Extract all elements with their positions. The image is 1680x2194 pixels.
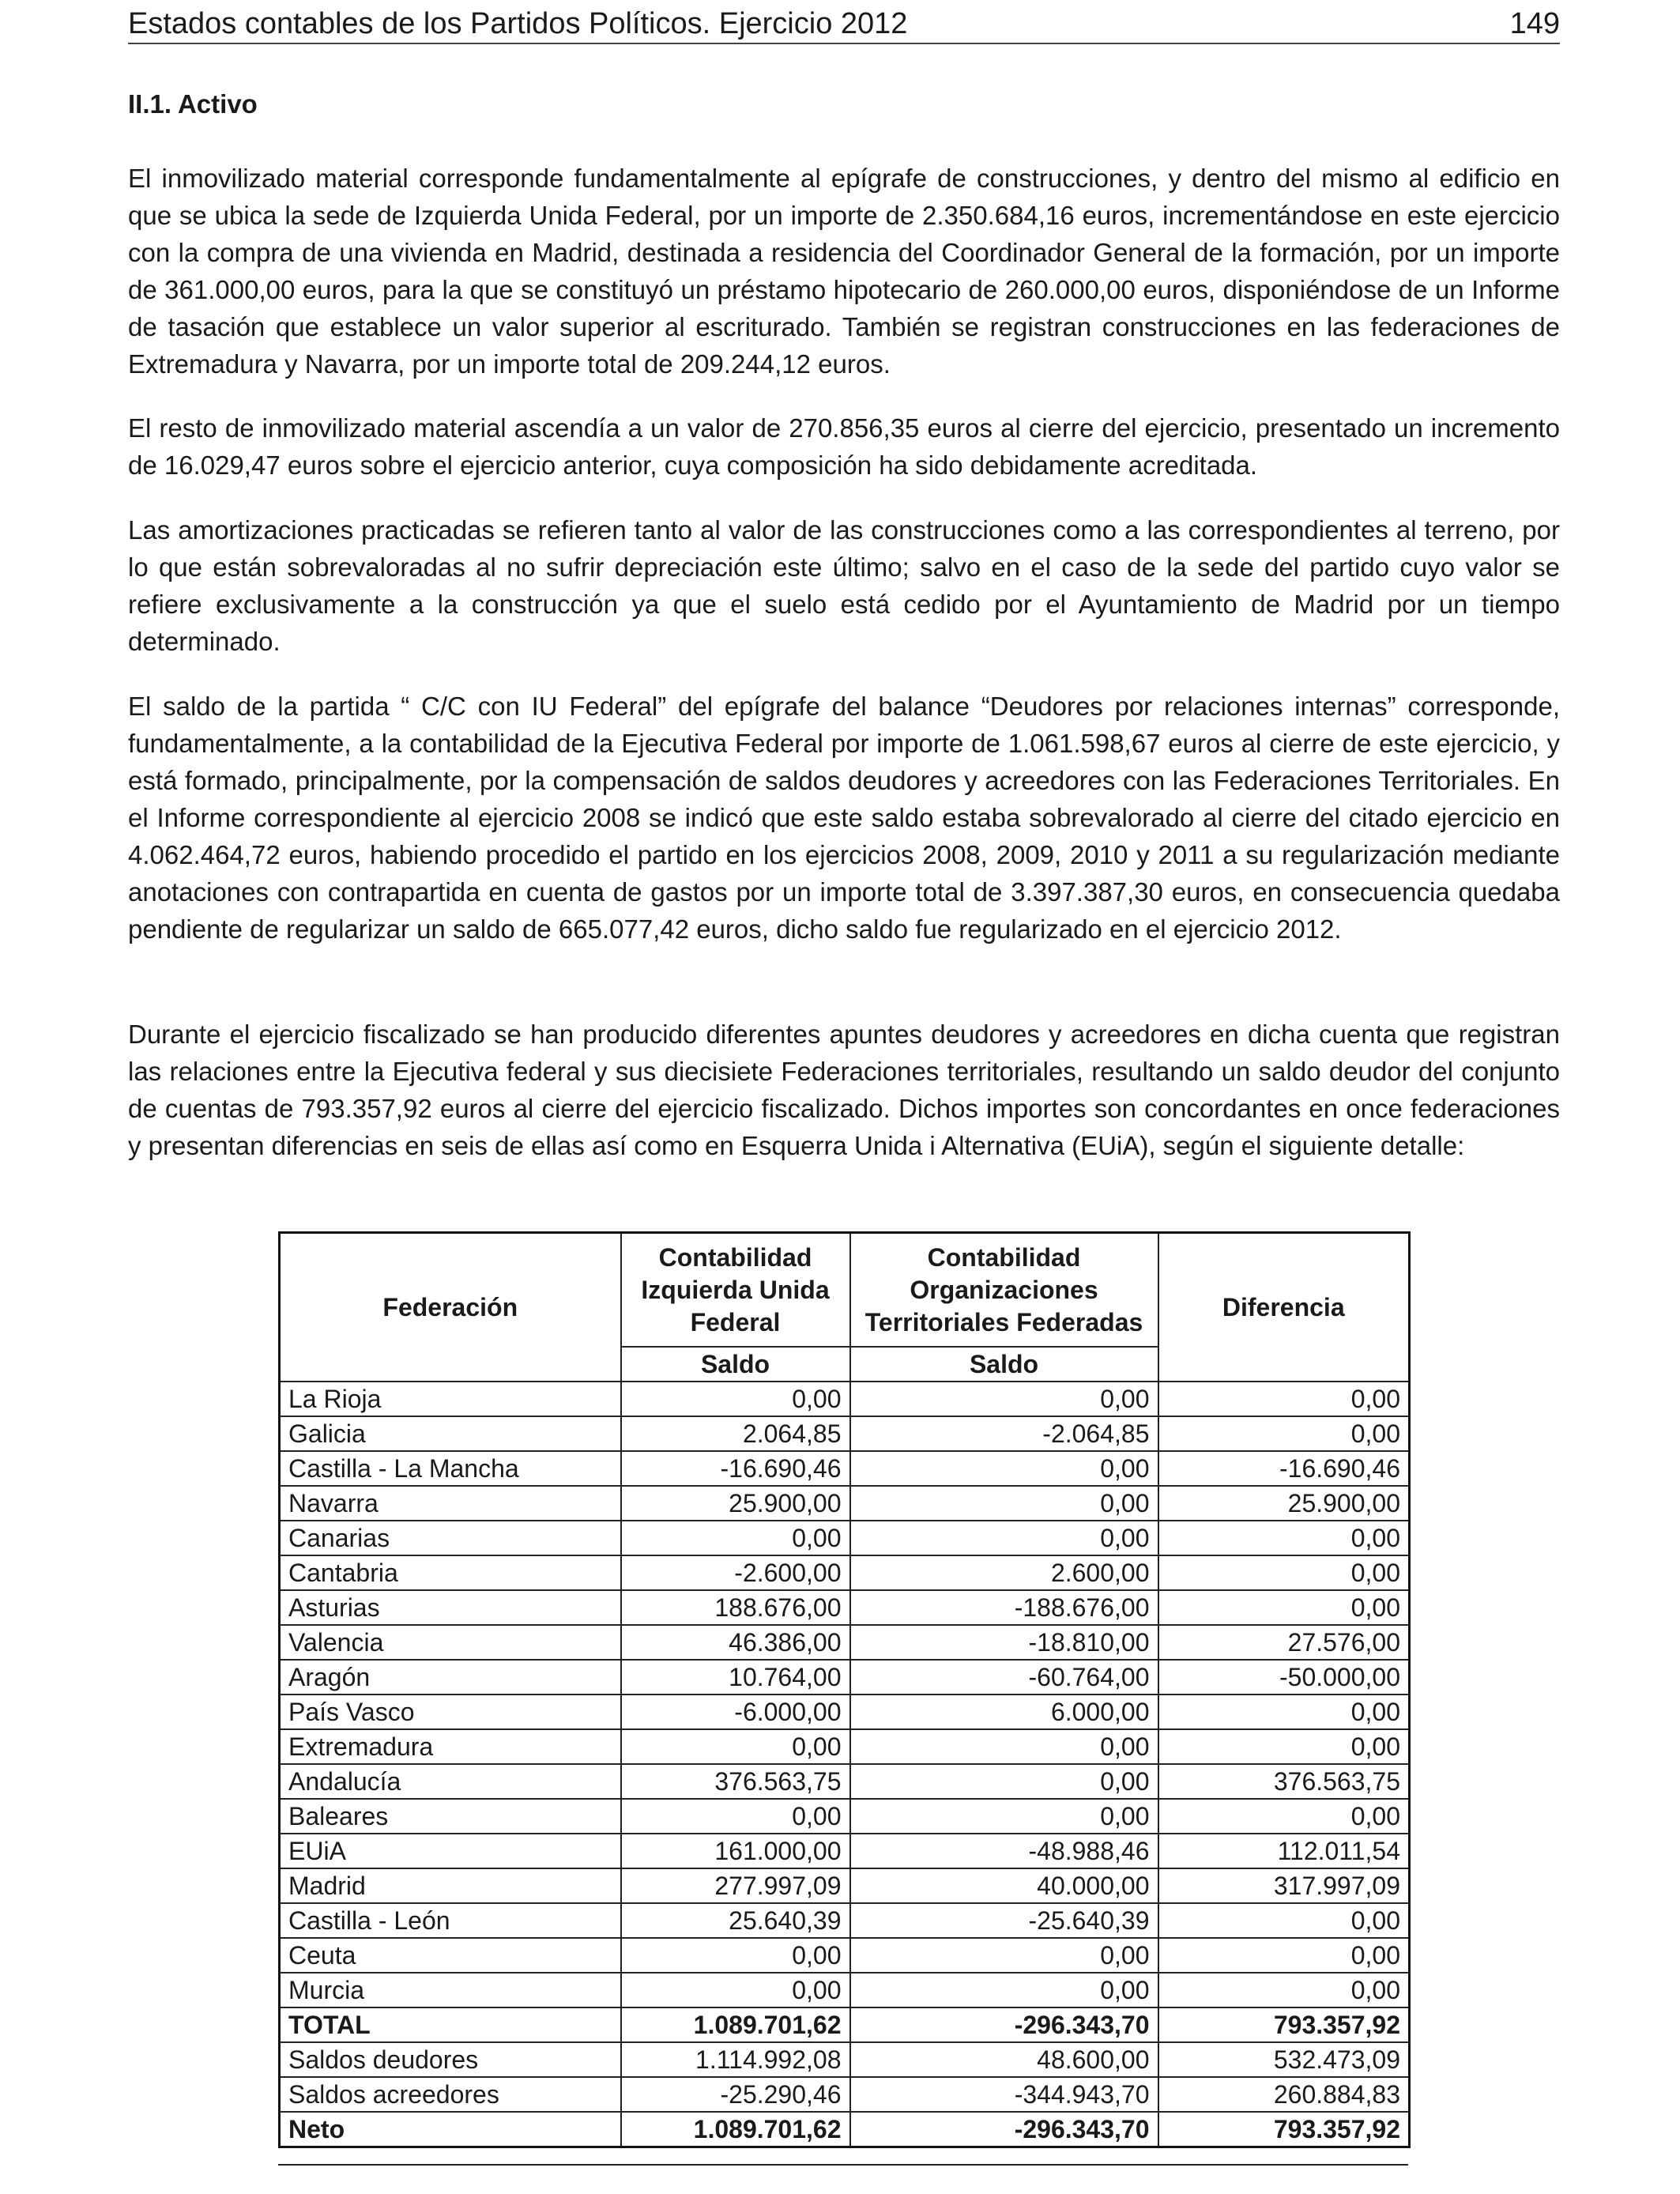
cell-diferencia: 260.884,83 xyxy=(1158,2077,1410,2112)
col-header-diferencia: Diferencia xyxy=(1158,1233,1410,1382)
cell-diferencia: 0,00 xyxy=(1158,1903,1410,1938)
table-row xyxy=(280,1729,1410,1764)
cell-saldo-iu: 0,00 xyxy=(621,1382,850,1416)
paragraph-amortizaciones: Las amortizaciones practicadas se refieren tanto al valor de las construcciones como a las correspondientes al terreno, por lo que están sobrevaloradas al no sufrir depreciación este último; salvo en el caso de la sede del partido cuyo valor se refiere exclusivamente a la construcción ya que el suelo está cedido por el Ayuntamiento de Madrid por un tiempo determinado. xyxy=(128,515,1560,656)
paragraph-ejercicio-fiscalizado: Durante el ejercicio fiscalizado se han producido diferentes apuntes deudores y acreedores en dicha cuenta que registran las relaciones entre la Ejecutiva federal y sus diecisiete Federaciones territoriales, resultando un saldo deudor del conjunto de cuentas de 793.357,92 euros al cierre del ejercicio fiscalizado. Dichos importes son concordantes en once federaciones y presentan diferencias en seis de ellas así como en Esquerra Unida i Alternativa (EUiA), según el siguiente detalle: xyxy=(128,1020,1560,1160)
cell-federacion: Saldos acreedores xyxy=(280,2077,621,2112)
cell-saldo-iu: 0,00 xyxy=(621,1799,850,1834)
table-row xyxy=(280,1764,1410,1799)
cell-saldo-organizaciones: -296.343,70 xyxy=(850,2007,1158,2042)
cell-federacion: Castilla - León xyxy=(280,1903,621,1938)
cell-federacion: EUiA xyxy=(280,1834,621,1868)
table-row xyxy=(280,1521,1410,1555)
cell-diferencia: 793.357,92 xyxy=(1158,2007,1410,2042)
table-row-saldos-acreedores xyxy=(280,2077,1410,2112)
cell-diferencia: 0,00 xyxy=(1158,1590,1410,1625)
cell-diferencia: 0,00 xyxy=(1158,1382,1410,1416)
federaciones-table xyxy=(278,1231,1411,2148)
cell-saldo-organizaciones: -25.640,39 xyxy=(850,1903,1158,1938)
cell-saldo-organizaciones: 0,00 xyxy=(850,1486,1158,1521)
cell-saldo-iu: 1.089.701,62 xyxy=(621,2112,850,2147)
cell-saldo-iu: 0,00 xyxy=(621,1729,850,1764)
cell-federacion: Cantabria xyxy=(280,1555,621,1590)
cell-saldo-organizaciones: -60.764,00 xyxy=(850,1660,1158,1695)
cell-saldo-iu: 1.114.992,08 xyxy=(621,2042,850,2077)
paragraph-resto-inmovilizado: El resto de inmovilizado material ascendía a un valor de 270.856,35 euros al cierre del ejercicio, presentado un incremento de 16.029,47 euros sobre el ejercicio anterior, cuya composición ha sido debidamente acreditada. xyxy=(128,413,1560,480)
cell-diferencia: 793.357,92 xyxy=(1158,2112,1410,2147)
cell-federacion: TOTAL xyxy=(280,2007,621,2042)
cell-federacion: Ceuta xyxy=(280,1938,621,1973)
cell-diferencia: -50.000,00 xyxy=(1158,1660,1410,1695)
cell-saldo-organizaciones: -18.810,00 xyxy=(850,1625,1158,1660)
table-row xyxy=(280,1416,1410,1451)
cell-saldo-organizaciones: -48.988,46 xyxy=(850,1834,1158,1868)
cell-saldo-organizaciones: -296.343,70 xyxy=(850,2112,1158,2147)
cell-saldo-iu: -16.690,46 xyxy=(621,1451,850,1486)
cell-diferencia: 376.563,75 xyxy=(1158,1764,1410,1799)
table-row xyxy=(280,1868,1410,1903)
table-body xyxy=(280,1382,1410,2147)
cell-saldo-iu: 25.900,00 xyxy=(621,1486,850,1521)
cell-diferencia: 0,00 xyxy=(1158,1416,1410,1451)
cell-saldo-organizaciones: 0,00 xyxy=(850,1382,1158,1416)
cell-federacion: Aragón xyxy=(280,1660,621,1695)
paragraph-saldo-partida: El saldo de la partida “ C/C con IU Federal” del epígrafe del balance “Deudores por relaciones internas” corresponde, fundamentalmente, a la contabilidad de la Ejecutiva Federal por importe de 1.061.598,67 euros al cierre de este ejercicio, y está formado, principalmente, por la compensación de saldos deudores y acreedores con las Federaciones Territoriales. En el Informe correspondiente al ejercicio 2008 se indicó que este saldo estaba sobrevalorado al cierre del citado ejercicio en 4.062.464,72 euros, habiendo procedido el partido en los ejercicios 2008, 2009, 2010 y 2011 a su regularización mediante anotaciones con contrapartida en cuenta de gastos por un importe total de 3.397.387,30 euros, en consecuencia quedaba pendiente de regularizar un saldo de 665.077,42 euros, dicho saldo fue regularizado en el ejercicio 2012. xyxy=(128,692,1560,944)
table-row xyxy=(280,1660,1410,1695)
cell-diferencia: 0,00 xyxy=(1158,1973,1410,2007)
cell-federacion: Canarias xyxy=(280,1521,621,1555)
table-row-saldos-deudores xyxy=(280,2042,1410,2077)
cell-saldo-organizaciones: 0,00 xyxy=(850,1451,1158,1486)
cell-saldo-iu: 2.064,85 xyxy=(621,1416,850,1451)
table-row xyxy=(280,1695,1410,1729)
table-row xyxy=(280,1903,1410,1938)
cell-diferencia: 0,00 xyxy=(1158,1938,1410,1973)
cell-saldo-iu: 1.089.701,62 xyxy=(621,2007,850,2042)
cell-federacion: Valencia xyxy=(280,1625,621,1660)
cell-federacion: Murcia xyxy=(280,1973,621,2007)
cell-federacion: Extremadura xyxy=(280,1729,621,1764)
cell-diferencia: 112.011,54 xyxy=(1158,1834,1410,1868)
cell-saldo-organizaciones: 0,00 xyxy=(850,1938,1158,1973)
section-title: II.1. Activo xyxy=(128,89,258,119)
table-row xyxy=(280,1451,1410,1486)
cell-diferencia: 532.473,09 xyxy=(1158,2042,1410,2077)
cell-saldo-iu: 376.563,75 xyxy=(621,1764,850,1799)
col-header-contabilidad-iu: Contabilidad Izquierda Unida Federal xyxy=(621,1233,850,1348)
table-row xyxy=(280,1382,1410,1416)
cell-diferencia: -16.690,46 xyxy=(1158,1451,1410,1486)
cell-federacion: La Rioja xyxy=(280,1382,621,1416)
cell-federacion: Saldos deudores xyxy=(280,2042,621,2077)
cell-saldo-iu: -6.000,00 xyxy=(621,1695,850,1729)
cell-saldo-organizaciones: 2.600,00 xyxy=(850,1555,1158,1590)
cell-saldo-iu: 46.386,00 xyxy=(621,1625,850,1660)
cell-federacion: País Vasco xyxy=(280,1695,621,1729)
table-row-neto xyxy=(280,2112,1410,2147)
cell-saldo-organizaciones: -188.676,00 xyxy=(850,1590,1158,1625)
table-row xyxy=(280,1590,1410,1625)
cell-saldo-organizaciones: 0,00 xyxy=(850,1799,1158,1834)
table-row xyxy=(280,1625,1410,1660)
cell-saldo-organizaciones: 0,00 xyxy=(850,1521,1158,1555)
cell-diferencia: 25.900,00 xyxy=(1158,1486,1410,1521)
cell-saldo-organizaciones: 6.000,00 xyxy=(850,1695,1158,1729)
page-number: 149 xyxy=(1509,7,1560,40)
cell-saldo-iu: 277.997,09 xyxy=(621,1868,850,1903)
cell-saldo-iu: -2.600,00 xyxy=(621,1555,850,1590)
cell-federacion: Baleares xyxy=(280,1799,621,1834)
cell-diferencia: 0,00 xyxy=(1158,1521,1410,1555)
cell-saldo-iu: 188.676,00 xyxy=(621,1590,850,1625)
cell-diferencia: 317.997,09 xyxy=(1158,1868,1410,1903)
cell-saldo-iu: 0,00 xyxy=(621,1938,850,1973)
cell-saldo-iu: -25.290,46 xyxy=(621,2077,850,2112)
cell-federacion: Navarra xyxy=(280,1486,621,1521)
cell-saldo-organizaciones: -2.064,85 xyxy=(850,1416,1158,1451)
cell-federacion: Galicia xyxy=(280,1416,621,1451)
cell-saldo-iu: 0,00 xyxy=(621,1973,850,2007)
cell-diferencia: 27.576,00 xyxy=(1158,1625,1410,1660)
cell-diferencia: 0,00 xyxy=(1158,1799,1410,1834)
cell-saldo-organizaciones: 40.000,00 xyxy=(850,1868,1158,1903)
table-row xyxy=(280,1799,1410,1834)
table-row-total xyxy=(280,2007,1410,2042)
cell-saldo-organizaciones: 0,00 xyxy=(850,1764,1158,1799)
col-header-federacion: Federación xyxy=(280,1233,621,1382)
paragraph-inmovilizado: El inmovilizado material corresponde fundamentalmente al epígrafe de construcciones, y dentro del mismo al edificio en que se ubica la sede de Izquierda Unida Federal, por un importe de 2.350.684,16 euros, incrementándose en este ejercicio con la compra de una vivienda en Madrid, destinada a residencia del Coordinador General de la formación, por un importe de 361.000,00 euros, para la que se constituyó un préstamo hipotecario de 260.000,00 euros, disponiéndose de un Informe de tasación que establece un valor superior al escriturado. También se registran construcciones en las federaciones de Extremadura y Navarra, por un importe total de 209.244,12 euros. xyxy=(128,164,1560,379)
header-title: Estados contables de los Partidos Políticos. Ejercicio 2012 xyxy=(128,7,908,40)
cell-federacion: Asturias xyxy=(280,1590,621,1625)
cell-saldo-organizaciones: -344.943,70 xyxy=(850,2077,1158,2112)
page-header xyxy=(128,3,1560,44)
table-row xyxy=(280,1938,1410,1973)
cell-saldo-iu: 25.640,39 xyxy=(621,1903,850,1938)
cell-saldo-organizaciones: 0,00 xyxy=(850,1729,1158,1764)
cell-saldo-iu: 0,00 xyxy=(621,1521,850,1555)
col-header-contabilidad-organizaciones: Contabilidad Organizaciones Territoriales Federadas xyxy=(850,1233,1158,1348)
cell-diferencia: 0,00 xyxy=(1158,1555,1410,1590)
cell-federacion: Madrid xyxy=(280,1868,621,1903)
cell-saldo-organizaciones: 0,00 xyxy=(850,1973,1158,2007)
table-bottom-rule xyxy=(278,2164,1408,2166)
cell-saldo-organizaciones: 48.600,00 xyxy=(850,2042,1158,2077)
cell-diferencia: 0,00 xyxy=(1158,1695,1410,1729)
cell-diferencia: 0,00 xyxy=(1158,1729,1410,1764)
table-row xyxy=(280,1834,1410,1868)
col-subheader-saldo: Saldo xyxy=(850,1347,1158,1382)
cell-saldo-iu: 161.000,00 xyxy=(621,1834,850,1868)
col-subheader-saldo: Saldo xyxy=(621,1347,850,1382)
cell-federacion: Neto xyxy=(280,2112,621,2147)
cell-federacion: Castilla - La Mancha xyxy=(280,1451,621,1486)
cell-saldo-iu: 10.764,00 xyxy=(621,1660,850,1695)
cell-federacion: Andalucía xyxy=(280,1764,621,1799)
table-row xyxy=(280,1555,1410,1590)
table-row xyxy=(280,1973,1410,2007)
table-row xyxy=(280,1486,1410,1521)
